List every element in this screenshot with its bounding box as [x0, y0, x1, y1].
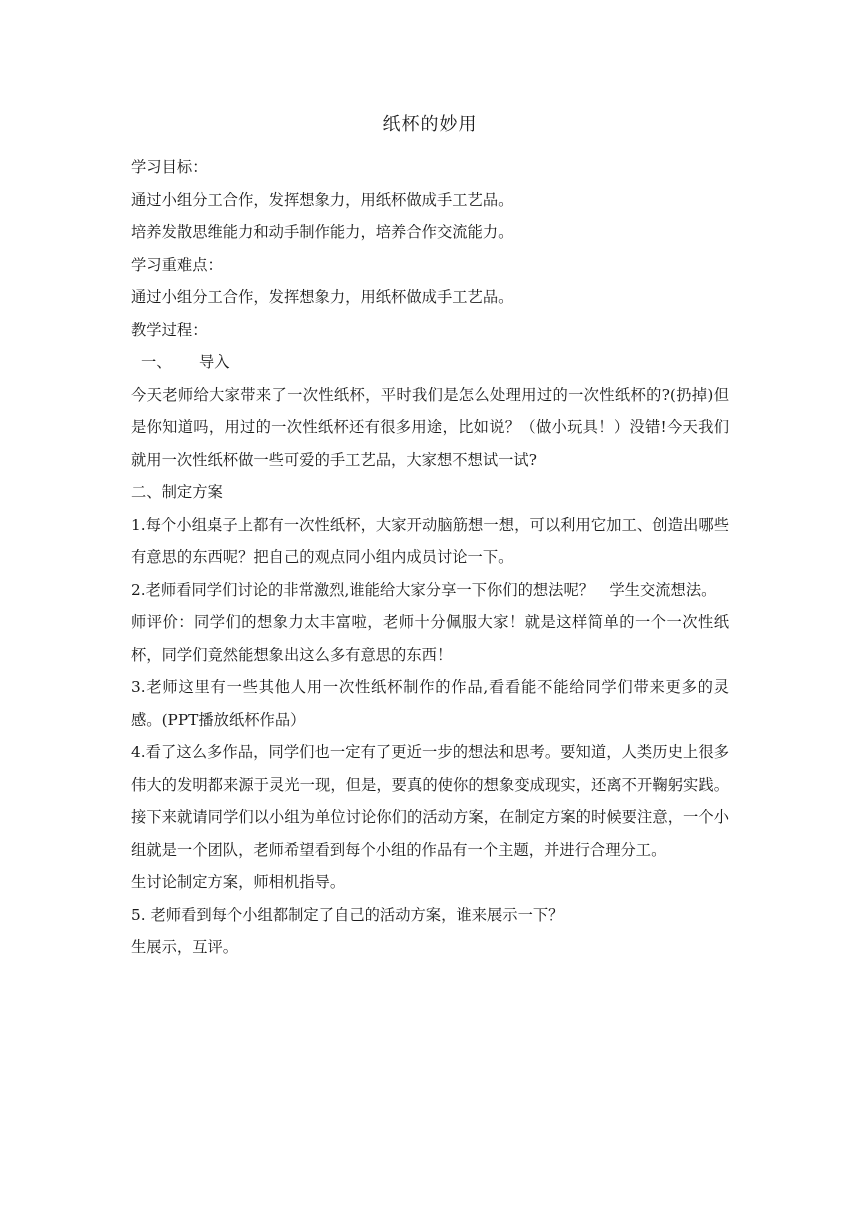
paragraph-key-points-heading: 学习重难点： [131, 255, 223, 274]
list-item-5: 5. 老师看到每个小组都制定了自己的活动方案，谁来展示一下？ [131, 905, 564, 924]
list-item-3: 3.老师这里有一些其他人用一次性纸杯制作的作品,看看能不能给同学们带来更多的灵感。(PPT播放纸杯作品） [131, 678, 729, 729]
paragraph-intro: 今天老师给大家带来了一次性纸杯，平时我们是怎么处理用过的一次性纸杯的?(扔掉)但是你知道吗，用过的一次性纸杯还有很多用途，比如说？（做小玩具！）没错!今天我们就用一次性纸杯做一些可爱的手工艺品，大家想不想试一试? [131, 385, 729, 469]
paragraph-goal-2: 培养发散思维能力和动手制作能力，培养合作交流能力。 [131, 223, 514, 241]
paragraph-teacher-evaluation: 师评价：同学们的想象力太丰富啦，老师十分佩服大家！就是这样简单的一个一次性纸杯，同学们竟然能想象出这么多有意思的东西！ [131, 613, 729, 664]
paragraph-key-point-1: 通过小组分工合作，发挥想象力，用纸杯做成手工艺品。 [131, 288, 514, 306]
paragraph-student-discussion: 生讨论制定方案，师相机指导。 [131, 873, 346, 891]
list-item-4: 4.看了这么多作品，同学们也一定有了更近一步的想法和思考。要知道，人类历史上很多伟大的发明都来源于灵光一现，但是，要真的使你的想象变成现实，还离不开鞠躬实践。接下来就请同学们以小组为单位讨论你们的活动方案，在制定方案的时候要注意，一个小组就是一个团队，老师希望看到每个小组的作品有一个主题，并进行合理分工。 [131, 743, 729, 859]
document-title: 纸杯的妙用 [382, 114, 478, 135]
list-item-1: 1.每个小组桌子上都有一次性纸杯，大家开动脑筋想一想，可以利用它加工、创造出哪些有意思的东西呢？把自己的观点同小组内成员讨论一下。 [131, 515, 729, 566]
section-1-label: 导入 [199, 353, 230, 371]
paragraph-learning-goals-heading: 学习目标： [131, 158, 208, 176]
section-1-heading [131, 346, 729, 379]
section-2-heading: 二、制定方案 [131, 483, 223, 501]
paragraph-student-presentation: 生展示，互评。 [131, 938, 239, 956]
section-1-number: 一、 [141, 353, 172, 371]
paragraph-process-heading: 教学过程： [131, 320, 208, 339]
list-item-2: 2.老师看同学们讨论的非常激烈,谁能给大家分享一下你们的想法呢？ 学生交流想法。 [131, 580, 717, 599]
paragraph-goal-1: 通过小组分工合作，发挥想象力，用纸杯做成手工艺品。 [131, 190, 514, 209]
document-page [131, 113, 729, 964]
